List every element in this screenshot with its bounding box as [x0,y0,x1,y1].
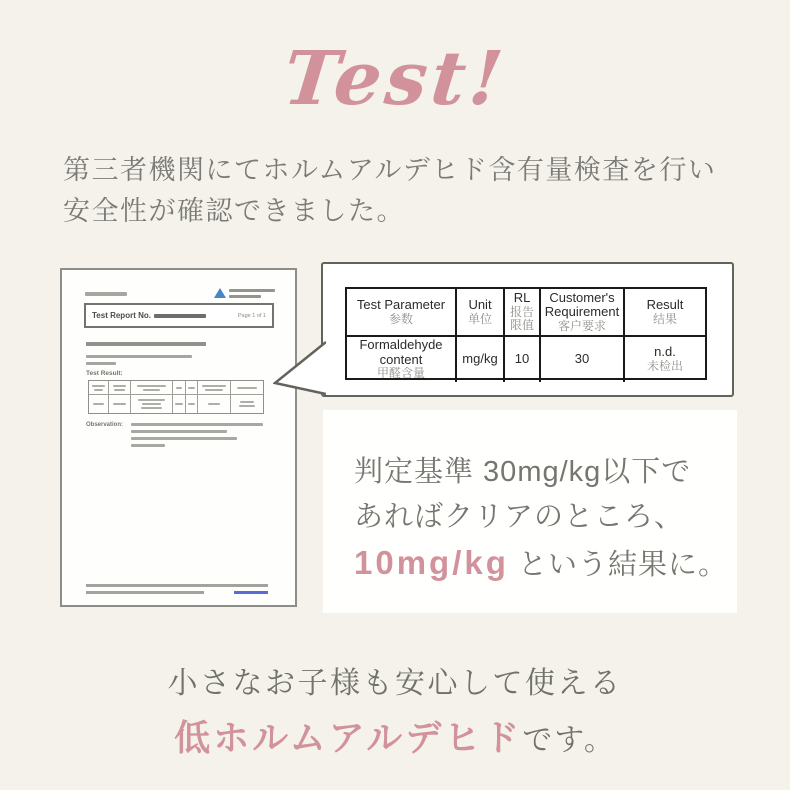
report-footer-line [86,591,268,594]
intro-line-2: 安全性が確認できました。 [63,196,405,226]
report-footer-line [86,584,268,587]
table-cell-unit: mg/kg [457,337,505,382]
table-header-parameter: Test Parameter 参数 [347,289,457,337]
table-header-result: Result 结果 [625,289,705,337]
report-title-bar [84,303,274,328]
result-text [354,450,728,588]
conclusion [0,658,790,761]
test-report-document [60,268,297,607]
report-result-label: Test Result: [86,370,123,377]
report-observation [86,422,263,447]
result-value-highlight: 10mg/kg [354,544,509,581]
certifier-logo [214,288,275,298]
table-header-requirement: Customer's Requirement 客户要求 [541,289,625,337]
intro-text [63,150,716,232]
table-cell-requirement: 30 [541,337,625,382]
report-footer-link [234,591,268,594]
document-header [85,288,275,298]
logo-triangle-icon [214,288,226,298]
report-title: Test Report No. [92,311,151,320]
report-text-line [86,362,116,365]
report-text-line [86,355,192,358]
conclusion-highlight: 低ホルムアルデヒド [174,717,523,758]
page-title: Test! [279,36,511,122]
observation-label: Observation: [86,422,124,428]
callout-pointer [273,338,326,398]
report-text-line [86,342,206,346]
mini-table [88,380,264,414]
callout-bubble [321,262,734,397]
table-cell-parameter: Formaldehyde content 甲醛含量 [347,337,457,382]
table-cell-rl: 10 [505,337,541,382]
result-table [345,287,707,380]
report-page-number: Page 1 of 1 [237,312,266,319]
table-cell-result: n.d. 未检出 [646,344,683,373]
table-header-unit: Unit 单位 [457,289,505,337]
intro-line-1: 第三者機関にてホルムアルデヒド含有量検査を行い [63,155,717,185]
result-line-2: あればクリアのところ、 [354,501,685,533]
result-box [323,410,737,613]
conclusion-line-1: 小さなお子様も安心して使える [167,667,623,700]
document-header-text [85,292,127,296]
conclusion-line-2: 低ホルムアルデヒドです。 [174,717,616,758]
table-header-rl: RL 报告限值 [505,289,541,337]
result-line-3: 10mg/kg という結果に。 [354,544,728,581]
result-line-1: 判定基準 30mg/kg以下で [354,456,692,488]
